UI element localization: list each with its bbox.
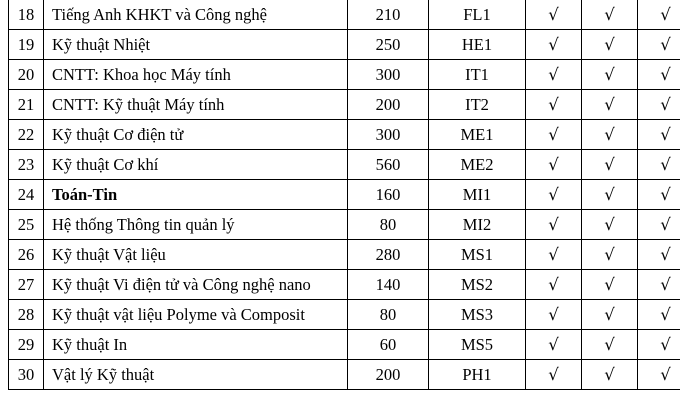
checkmark-cell: √ bbox=[526, 270, 582, 300]
table-row bbox=[9, 330, 680, 360]
quota-value: 300 bbox=[348, 60, 429, 90]
program-code: MS2 bbox=[429, 270, 526, 300]
quota-value: 560 bbox=[348, 150, 429, 180]
checkmark-cell: √ bbox=[638, 180, 680, 210]
program-code: MS1 bbox=[429, 240, 526, 270]
checkmark-cell: √ bbox=[582, 0, 638, 30]
quota-value: 300 bbox=[348, 120, 429, 150]
row-number: 22 bbox=[9, 120, 44, 150]
program-name: Kỹ thuật Vi điện tử và Công nghệ nano bbox=[44, 270, 348, 300]
program-code: MI1 bbox=[429, 180, 526, 210]
checkmark-cell: √ bbox=[638, 270, 680, 300]
row-number: 26 bbox=[9, 240, 44, 270]
checkmark-cell: √ bbox=[582, 90, 638, 120]
program-table-body bbox=[9, 0, 680, 390]
quota-value: 250 bbox=[348, 30, 429, 60]
checkmark-cell: √ bbox=[638, 240, 680, 270]
row-number: 19 bbox=[9, 30, 44, 60]
program-code: ME1 bbox=[429, 120, 526, 150]
program-name: Kỹ thuật Cơ khí bbox=[44, 150, 348, 180]
program-table bbox=[8, 0, 680, 390]
table-row bbox=[9, 30, 680, 60]
table-row bbox=[9, 270, 680, 300]
row-number: 27 bbox=[9, 270, 44, 300]
checkmark-cell: √ bbox=[526, 240, 582, 270]
program-code: IT2 bbox=[429, 90, 526, 120]
row-number: 18 bbox=[9, 0, 44, 30]
checkmark-cell: √ bbox=[638, 210, 680, 240]
checkmark-cell: √ bbox=[582, 360, 638, 390]
program-name: Toán-Tin bbox=[44, 180, 348, 210]
checkmark-cell: √ bbox=[582, 330, 638, 360]
table-row bbox=[9, 240, 680, 270]
checkmark-cell: √ bbox=[582, 270, 638, 300]
table-row bbox=[9, 90, 680, 120]
checkmark-cell: √ bbox=[526, 300, 582, 330]
checkmark-cell: √ bbox=[638, 300, 680, 330]
program-name: Vật lý Kỹ thuật bbox=[44, 360, 348, 390]
checkmark-cell: √ bbox=[582, 60, 638, 90]
row-number: 21 bbox=[9, 90, 44, 120]
program-name: Kỹ thuật Nhiệt bbox=[44, 30, 348, 60]
quota-value: 200 bbox=[348, 360, 429, 390]
program-code: MS5 bbox=[429, 330, 526, 360]
row-number: 28 bbox=[9, 300, 44, 330]
program-name: CNTT: Khoa học Máy tính bbox=[44, 60, 348, 90]
program-code: PH1 bbox=[429, 360, 526, 390]
program-code: MI2 bbox=[429, 210, 526, 240]
checkmark-cell: √ bbox=[582, 120, 638, 150]
table-row bbox=[9, 0, 680, 30]
checkmark-cell: √ bbox=[582, 210, 638, 240]
checkmark-cell: √ bbox=[526, 180, 582, 210]
row-number: 30 bbox=[9, 360, 44, 390]
table-row bbox=[9, 300, 680, 330]
checkmark-cell: √ bbox=[582, 30, 638, 60]
checkmark-cell: √ bbox=[638, 0, 680, 30]
quota-value: 140 bbox=[348, 270, 429, 300]
program-table-container bbox=[8, 0, 678, 390]
row-number: 23 bbox=[9, 150, 44, 180]
checkmark-cell: √ bbox=[638, 120, 680, 150]
checkmark-cell: √ bbox=[638, 360, 680, 390]
checkmark-cell: √ bbox=[526, 360, 582, 390]
checkmark-cell: √ bbox=[638, 330, 680, 360]
table-row bbox=[9, 60, 680, 90]
checkmark-cell: √ bbox=[582, 300, 638, 330]
checkmark-cell: √ bbox=[582, 180, 638, 210]
table-row bbox=[9, 360, 680, 390]
program-name: Kỹ thuật Cơ điện tử bbox=[44, 120, 348, 150]
program-name: Kỹ thuật Vật liệu bbox=[44, 240, 348, 270]
checkmark-cell: √ bbox=[526, 120, 582, 150]
checkmark-cell: √ bbox=[526, 150, 582, 180]
row-number: 20 bbox=[9, 60, 44, 90]
checkmark-cell: √ bbox=[526, 30, 582, 60]
checkmark-cell: √ bbox=[638, 60, 680, 90]
program-code: HE1 bbox=[429, 30, 526, 60]
row-number: 24 bbox=[9, 180, 44, 210]
program-name: Hệ thống Thông tin quản lý bbox=[44, 210, 348, 240]
checkmark-cell: √ bbox=[526, 330, 582, 360]
program-name: Kỹ thuật In bbox=[44, 330, 348, 360]
checkmark-cell: √ bbox=[582, 150, 638, 180]
quota-value: 210 bbox=[348, 0, 429, 30]
quota-value: 200 bbox=[348, 90, 429, 120]
program-code: IT1 bbox=[429, 60, 526, 90]
program-name: Kỹ thuật vật liệu Polyme và Composit bbox=[44, 300, 348, 330]
table-row bbox=[9, 150, 680, 180]
program-code: FL1 bbox=[429, 0, 526, 30]
program-code: ME2 bbox=[429, 150, 526, 180]
checkmark-cell: √ bbox=[638, 30, 680, 60]
program-name: CNTT: Kỹ thuật Máy tính bbox=[44, 90, 348, 120]
checkmark-cell: √ bbox=[526, 60, 582, 90]
checkmark-cell: √ bbox=[526, 210, 582, 240]
checkmark-cell: √ bbox=[526, 90, 582, 120]
table-row bbox=[9, 180, 680, 210]
program-name: Tiếng Anh KHKT và Công nghệ bbox=[44, 0, 348, 30]
table-row bbox=[9, 210, 680, 240]
quota-value: 160 bbox=[348, 180, 429, 210]
checkmark-cell: √ bbox=[526, 0, 582, 30]
quota-value: 80 bbox=[348, 300, 429, 330]
checkmark-cell: √ bbox=[638, 150, 680, 180]
quota-value: 80 bbox=[348, 210, 429, 240]
row-number: 29 bbox=[9, 330, 44, 360]
quota-value: 280 bbox=[348, 240, 429, 270]
row-number: 25 bbox=[9, 210, 44, 240]
table-row bbox=[9, 120, 680, 150]
quota-value: 60 bbox=[348, 330, 429, 360]
checkmark-cell: √ bbox=[582, 240, 638, 270]
program-code: MS3 bbox=[429, 300, 526, 330]
checkmark-cell: √ bbox=[638, 90, 680, 120]
